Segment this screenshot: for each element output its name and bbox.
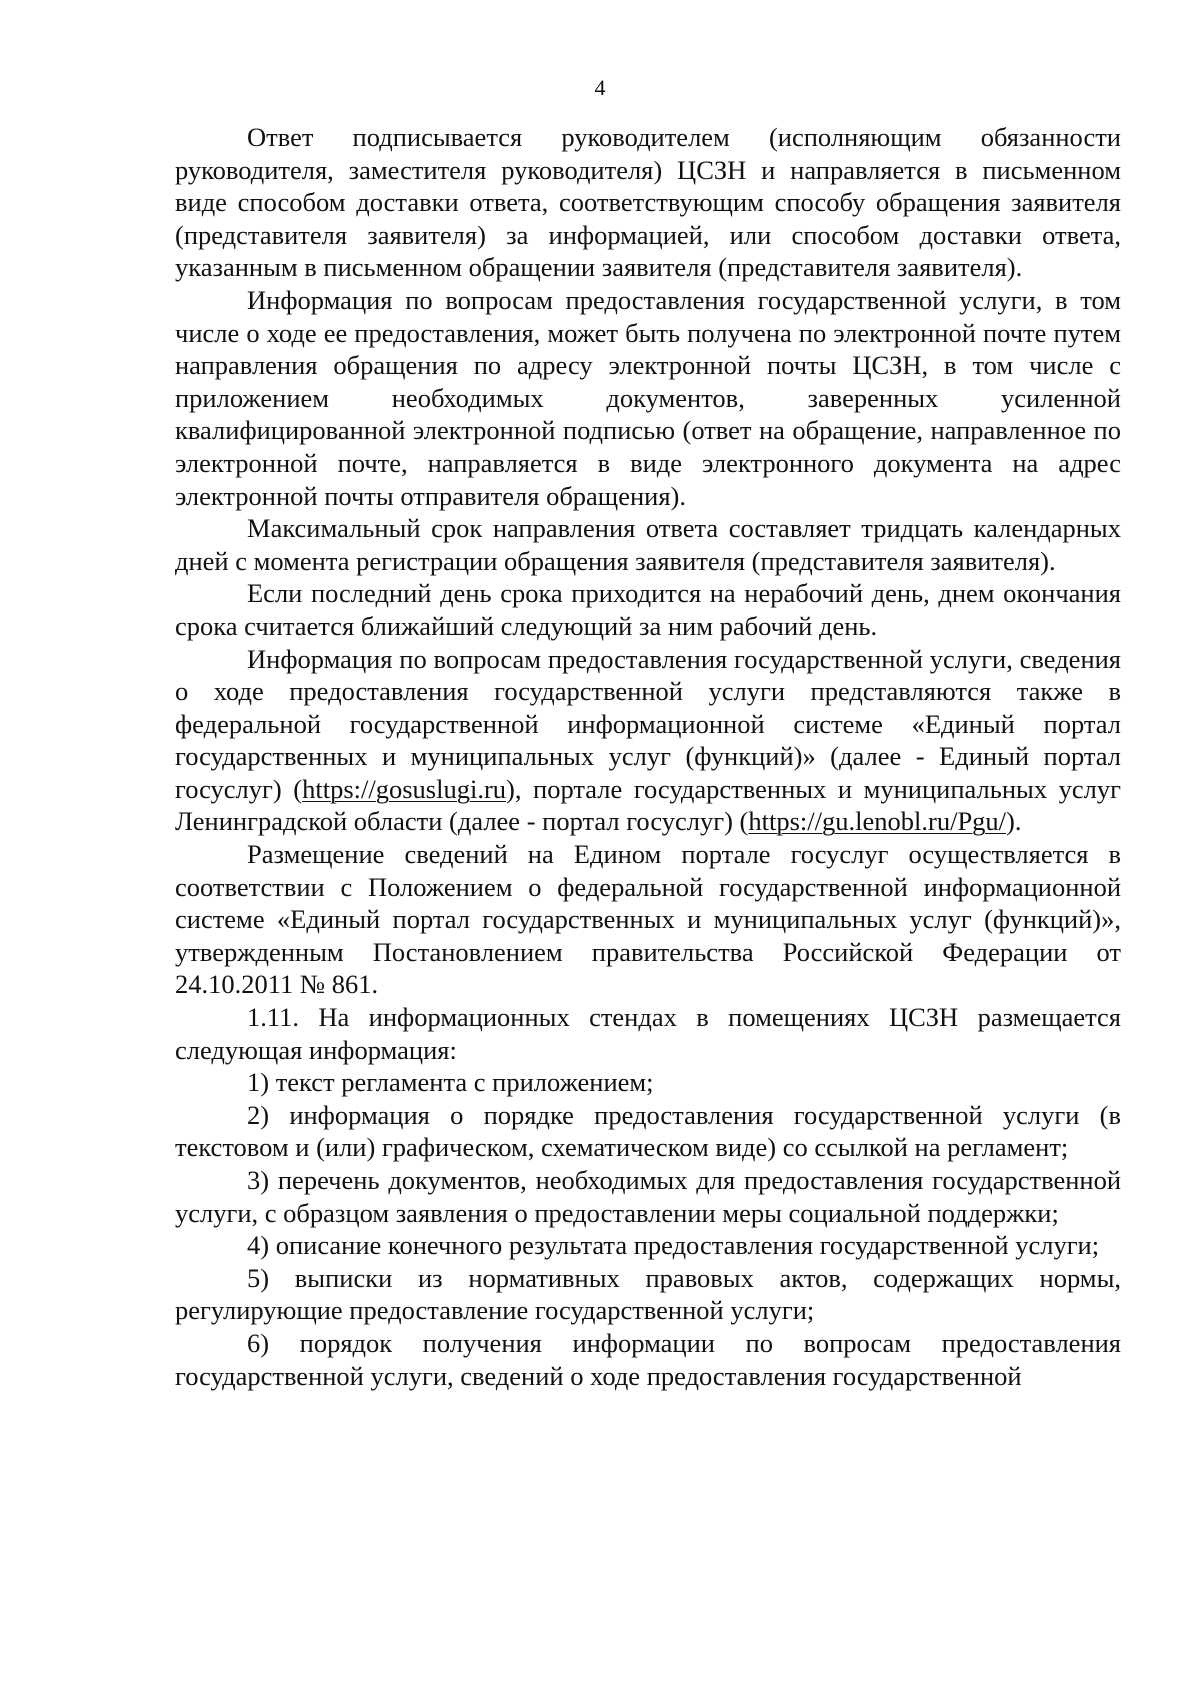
portal-text-between-links: ), портале государственных и муниципальных услуг Ленинградской области (далее - портал госуслуг) (: [175, 773, 1121, 837]
portal-text-before-link: Информация по вопросам предоставления государственной услуги, сведения о ходе предоставления государственной услуги представляются также в федеральной государственной информационной системе «Единый портал государственных и муниципальных услуг (функций)» (далее - Единый портал госуслуг) (: [175, 643, 1121, 804]
list-item-6: 6) порядок получения информации по вопросам предоставления государственной услуги, сведений о ходе предоставления государственной: [175, 1327, 1121, 1391]
paragraph-response-deadline: Максимальный срок направления ответа составляет тридцать календарных дней с момента регистрации обращения заявителя (представителя заявителя).: [175, 513, 1121, 576]
paragraph-email-information: Информация по вопросам предоставления государственной услуги, в том числе о ходе ее предоставления, может быть получена по электронной почте путем направления обращения по адресу электронной почты ЦСЗН, в том числе с приложением необходимых документов, заверенных усиленной квалифицированной электронной подписью (ответ на обращение, направленное по электронной почте, направляется в виде электронного документа на адрес электронной почты отправителя обращения).: [175, 284, 1121, 511]
list-item-1: 1) текст регламента с приложением;: [247, 1067, 654, 1098]
list-item-4: 4) описание конечного результата предоставления государственной услуги;: [247, 1230, 1100, 1261]
list-item-3: 3) перечень документов, необходимых для предоставления государственной услуги, с образцом заявления о предоставлении меры социальной поддержки;: [175, 1165, 1121, 1228]
paragraph-portal-information: [175, 643, 1121, 839]
gosuslugi-link[interactable]: https://gosuslugi.ru: [302, 773, 507, 804]
paragraph-portal-placement: Размещение сведений на Едином портале госуслуг осуществляется в соответствии с Положением о федеральной государственной информационной системе «Единый портал государственных и муниципальных услуг (функций)», утвержденным Постановлением правительства Российской Федерации от 24.10.2011 № 861.: [175, 839, 1121, 1000]
lenobl-portal-link[interactable]: https://gu.lenobl.ru/Pgu/: [748, 806, 1007, 837]
list-item-5: 5) выписки из нормативных правовых актов, содержащих нормы, регулирующие предоставление государственной услуги;: [175, 1262, 1121, 1326]
page-number: 4: [594, 75, 606, 100]
paragraph-nonworking-day: Если последний день срока приходится на нерабочий день, днем окончания срока считается ближайший следующий за ним рабочий день.: [175, 578, 1121, 641]
document-body: [175, 121, 1121, 1392]
paragraph-response-signing: Ответ подписывается руководителем (исполняющим обязанности руководителя, заместителя руководителя) ЦСЗН и направляется в письменном виде способом доставки ответа, соответствующим способу обращения заявителя (представителя заявителя) за информацией, или способом доставки ответа, указанным в письменном обращении заявителя (представителя заявителя).: [175, 122, 1121, 283]
paragraph-section-1-11: 1.11. На информационных стендах в помещениях ЦСЗН размещается следующая информация:: [175, 1002, 1121, 1065]
portal-text-after-link: ).: [1006, 806, 1022, 837]
list-item-2: 2) информация о порядке предоставления государственной услуги (в текстовом и (или) графическом, схематическом виде) со ссылкой на регламент;: [175, 1099, 1121, 1163]
